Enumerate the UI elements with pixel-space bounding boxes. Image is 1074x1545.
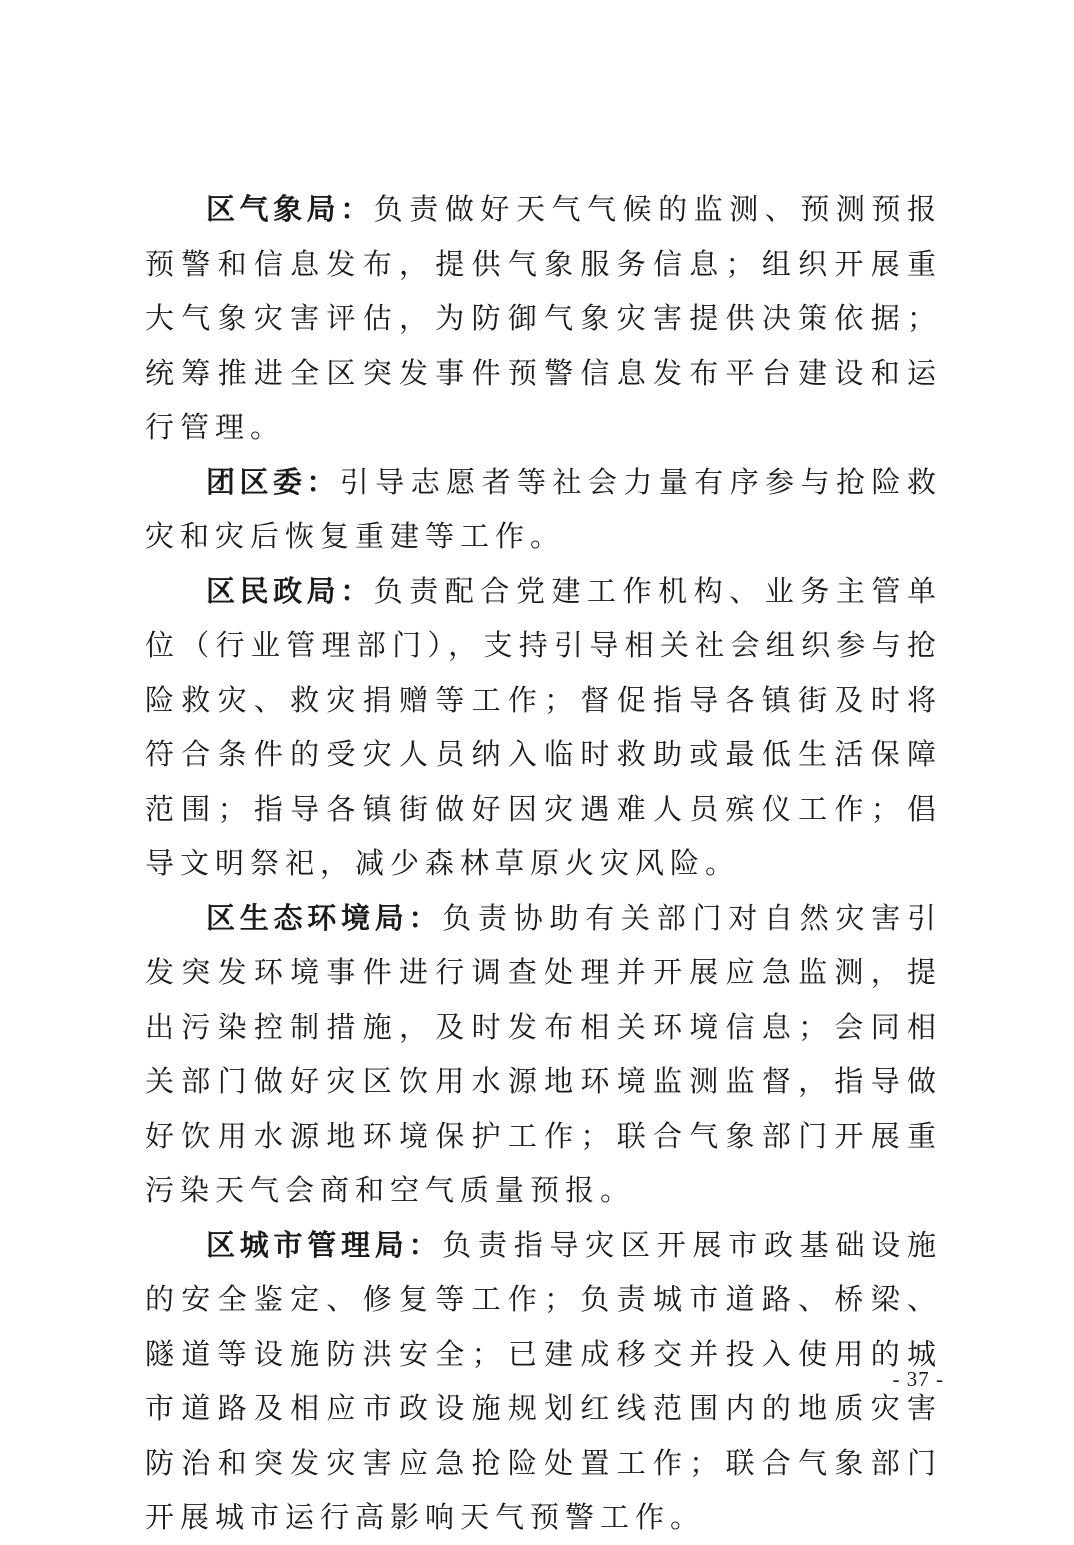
paragraph-text: 引导志愿者等社会力量有序参与抢险救灾和灾后恢复重建等工作。 [145,464,942,553]
paragraph-civil-affairs [145,564,942,891]
paragraph-heading: 团区委： [206,464,340,499]
paragraph-text: 负责做好天气气候的监测、预测预报预警和信息发布，提供气象服务信息；组织开展重大气象灾害评估，为防御气象灾害提供决策依据；统筹推进全区突发事件预警信息发布平台建设和运行管理。 [145,192,942,444]
paragraph-text: 负责协助有关部门对自然灾害引发突发环境事件进行调查处理并开展应急监测，提出污染控制措施，及时发布相关环境信息；会同相关部门做好灾区饮用水源地环境监测监督，指导做好饮用水源地环境保护工作；联合气象部门开展重污染天气会商和空气质量预报。 [145,900,942,1207]
document-body [145,182,942,1545]
paragraph-heading: 区民政局： [206,573,374,608]
paragraph-heading: 区气象局： [206,192,374,226]
paragraph-text: 负责指导灾区开展市政基础设施的安全鉴定、修复等工作；负责城市道路、桥梁、隧道等设施防洪安全；已建成移交并投入使用的城市道路及相应市政设施规划红线范围内的地质灾害防治和突发灾害应急抢险处置工作；联合气象部门开展城市运行高影响天气预警工作。 [145,1227,942,1534]
paragraph-heading: 区生态环境局： [206,900,443,935]
paragraph-ecology-environment [145,891,942,1218]
page-number: - 37 - [892,1367,944,1391]
paragraph-weather-bureau [145,182,942,455]
paragraph-text: 负责配合党建工作机构、业务主管单位（行业管理部门），支持引导相关社会组织参与抢险救灾、救灾捐赠等工作；督促指导各镇街及时将符合条件的受灾人员纳入临时救助或最低生活保障范围；指导各镇街做好因灾遇难人员殡仪工作；倡导文明祭祀，减少森林草原火灾风险。 [145,573,942,880]
paragraph-heading: 区城市管理局： [206,1227,443,1262]
paragraph-youth-league [145,455,942,564]
paragraph-urban-management [145,1218,942,1545]
